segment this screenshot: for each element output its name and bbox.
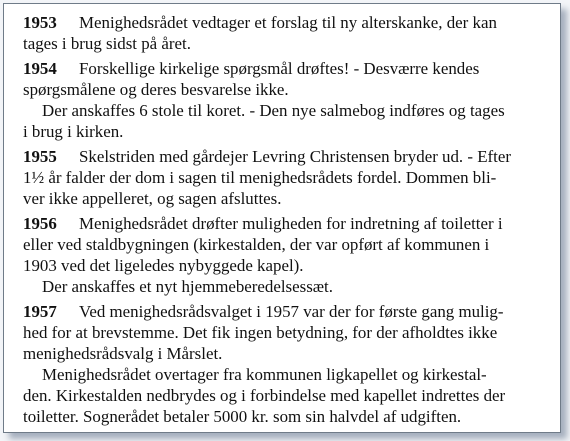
text-line <box>23 301 543 322</box>
entry-paragraph <box>23 276 543 297</box>
text-line: hed for at brevstemme. Det fik ingen betydning, for der afholdtes ikke <box>23 323 498 342</box>
text-line: 1903 ved det ligeledes nybyggede kapel). <box>23 256 304 275</box>
text-line: tages i brug sidst på året. <box>23 34 191 53</box>
entry-first-paragraph <box>23 301 543 364</box>
text-line: 1½ år falder der dom i sagen til menighedsrådets fordel. Dommen bli- <box>23 168 497 187</box>
entry-1956 <box>23 213 543 297</box>
text-line: ver ikke appelleret, og sagen afsluttes. <box>23 189 282 208</box>
entry-year: 1956 <box>23 214 57 233</box>
text-line: spørgsmålene og deres besvarelse ikke. <box>23 80 289 99</box>
text-line <box>23 12 543 33</box>
entry-1954 <box>23 58 543 142</box>
text-line <box>23 146 543 167</box>
text-line: den. Kirkestalden nedbrydes og i forbindelse med kapellet indrettes der <box>23 386 506 405</box>
text-line: menighedsrådsvalg i Mårslet. <box>23 344 223 363</box>
text-line <box>23 213 543 234</box>
entry-paragraph <box>23 100 543 142</box>
entry-1953 <box>23 12 543 54</box>
entry-first-paragraph <box>23 58 543 100</box>
text-line <box>23 58 543 79</box>
text-line: Der anskaffes et nyt hjemmeberedelsessæt. <box>42 277 333 296</box>
entry-year: 1954 <box>23 59 57 78</box>
entry-year: 1953 <box>23 13 57 32</box>
entry-text: Skelstriden med gårdejer Levring Christensen bryder ud. - Efter <box>79 147 511 166</box>
entry-year: 1957 <box>23 302 57 321</box>
entry-text: Menighedsrådet vedtager et forslag til ny alterskanke, der kan <box>79 13 497 32</box>
entry-text: Ved menighedsrådsvalget i 1957 var der for første gang mulig- <box>79 302 504 321</box>
entry-first-paragraph <box>23 146 543 209</box>
entry-text: Menighedsrådet drøfter muligheden for indretning af toiletter i <box>79 214 503 233</box>
entry-1957 <box>23 301 543 427</box>
text-line: i brug i kirken. <box>23 122 124 141</box>
entry-first-paragraph <box>23 12 543 54</box>
text-line: toiletter. Sognerådet betaler 5000 kr. som sin halvdel af udgiften. <box>23 407 462 426</box>
entry-text: Forskellige kirkelige spørgsmål drøftes! - Desværre kendes <box>79 59 480 78</box>
text-line: Menighedsrådet overtager fra kommunen ligkapellet og kirkestal- <box>42 365 487 384</box>
entry-paragraph <box>23 364 543 427</box>
text-line: eller ved staldbygningen (kirkestalden, der var opført af kommunen i <box>23 235 490 254</box>
chronicle-text <box>23 12 543 431</box>
text-line: Der anskaffes 6 stole til koret. - Den nye salmebog indføres og tages <box>42 101 505 120</box>
entry-year: 1955 <box>23 147 57 166</box>
entry-first-paragraph <box>23 213 543 276</box>
entry-1955 <box>23 146 543 209</box>
document-frame <box>3 3 561 433</box>
